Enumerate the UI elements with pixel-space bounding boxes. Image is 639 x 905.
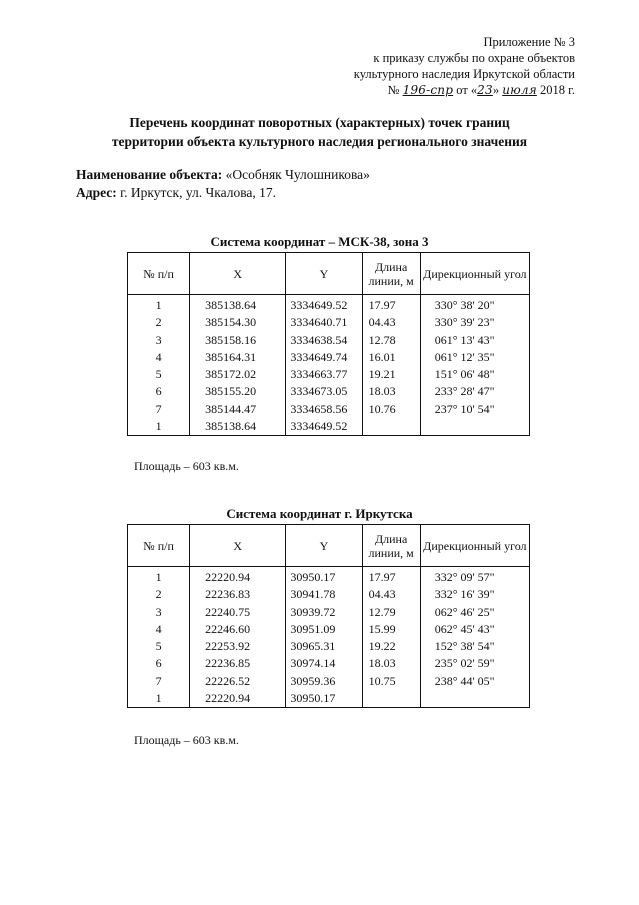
table-cell: 061° 13' 43": [434, 332, 495, 347]
header-y: Y: [286, 525, 362, 567]
table-cell: 3334638.54: [290, 332, 348, 347]
y-values-column: [286, 567, 362, 708]
table-cell: 22220.94: [205, 570, 251, 584]
order-year: 2018 г.: [540, 83, 575, 97]
table-cell: 22236.85: [205, 656, 251, 671]
table-cell: 12.79: [368, 604, 396, 619]
appendix-header: [215, 34, 575, 98]
table-cell: 1: [155, 419, 162, 434]
table-cell: 385155.20: [205, 384, 257, 399]
table1-caption: Система координат – МСК-38, зона 3: [210, 234, 429, 249]
table-cell: 2: [155, 315, 162, 330]
lengths-column: [362, 567, 420, 708]
table2-area: Площадь – 603 кв.м.: [134, 733, 239, 747]
header-angle: Дирекционный угол: [420, 253, 529, 295]
order-month: июля: [502, 83, 537, 97]
x-values-column: [190, 567, 286, 708]
title-line2: территории объекта культурного наследия регионального значения: [111, 134, 528, 149]
table-cell: 385172.02: [205, 367, 257, 382]
table-cell: 30950.17: [290, 691, 336, 706]
table-cell: 16.01: [368, 349, 396, 364]
table-cell: 4: [155, 349, 162, 364]
table-cell: 19.22: [368, 639, 396, 654]
table-cell: 22246.60: [205, 621, 251, 636]
table-cell: 330° 38' 20": [434, 298, 495, 312]
table-cell: 22236.83: [205, 587, 251, 602]
table-cell: 237° 10' 54": [434, 401, 495, 416]
table-body-row: [128, 295, 530, 436]
table-cell: 235° 02' 59": [434, 656, 495, 671]
table-cell: 5: [155, 639, 162, 654]
table-cell: 04.43: [368, 315, 396, 330]
coordinates-table-msk38: [127, 252, 530, 436]
header-x: X: [190, 525, 286, 567]
table-cell: 062° 45' 43": [434, 621, 495, 636]
angles-column: [420, 567, 529, 708]
coordinates-table-irkutsk: [127, 524, 530, 708]
table-cell: 1: [155, 570, 162, 584]
table-cell: 062° 46' 25": [434, 604, 495, 619]
table-cell: 385164.31: [205, 349, 257, 364]
table-cell: 17.97: [368, 570, 396, 584]
header-angle: Дирекционный угол: [420, 525, 529, 567]
object-address-label: Адрес:: [76, 185, 117, 200]
table-cell: 2: [155, 587, 162, 602]
table-cell: 30939.72: [290, 604, 336, 619]
angles-column: [420, 295, 529, 436]
table-cell: 3334658.56: [290, 401, 348, 416]
table-cell: 30950.17: [290, 570, 336, 584]
table-cell: 330° 39' 23": [434, 315, 495, 330]
header-y: Y: [286, 253, 362, 295]
table-cell: 30941.78: [290, 587, 336, 602]
table-cell: 332° 09' 57": [434, 570, 495, 584]
table-cell: 7: [155, 401, 162, 416]
table-cell: 19.21: [368, 367, 396, 382]
order-no-prefix: №: [387, 83, 400, 97]
table-cell: 3334640.71: [290, 315, 348, 330]
table-cell: 6: [155, 656, 162, 671]
table-cell: 385158.16: [205, 332, 257, 347]
table-header-row: [128, 525, 530, 567]
table-cell: 18.03: [368, 656, 396, 671]
table-cell: 3334649.52: [290, 419, 348, 434]
table-cell: 10.76: [368, 401, 396, 416]
table-cell: 151° 06' 48": [434, 367, 495, 382]
table-cell: 5: [155, 367, 162, 382]
table-cell: 15.99: [368, 621, 396, 636]
table-cell: 3: [155, 332, 162, 347]
table-cell: 18.03: [368, 384, 396, 399]
order-date-from: от «: [456, 83, 478, 97]
table-cell: 4: [155, 621, 162, 636]
object-name-value: «Особняк Чулошникова»: [225, 167, 370, 182]
table-cell: 04.43: [368, 587, 396, 602]
point-numbers-column: [128, 567, 190, 708]
x-values-column: [190, 295, 286, 436]
table-cell: 17.97: [368, 298, 396, 312]
table-cell: 30951.09: [290, 621, 336, 636]
header-length: Длина линии, м: [362, 525, 420, 567]
appendix-order-line2: культурного наследия Иркутской области: [353, 67, 575, 81]
object-name-row: [76, 166, 370, 184]
header-length: Длина линии, м: [362, 253, 420, 295]
order-date-mid: »: [492, 83, 500, 97]
table-cell: 22253.92: [205, 639, 251, 654]
table-body-row: [128, 567, 530, 708]
y-values-column: [286, 295, 362, 436]
table-cell: 30965.31: [290, 639, 336, 654]
table-cell: 1: [155, 691, 162, 706]
table-cell: 238° 44' 05": [434, 673, 495, 688]
table-cell: 22220.94: [205, 691, 251, 706]
table-cell: 3: [155, 604, 162, 619]
table-cell: 385144.47: [205, 401, 257, 416]
header-x: X: [190, 253, 286, 295]
object-name-label: Наименование объекта:: [76, 167, 223, 182]
appendix-order-ref: [215, 82, 575, 98]
table-cell: 3334649.74: [290, 349, 348, 364]
table-header-row: [128, 253, 530, 295]
table-cell: 1: [155, 298, 162, 312]
header-point-no: № п/п: [128, 525, 190, 567]
table-cell: 22240.75: [205, 604, 251, 619]
table-cell: 6: [155, 384, 162, 399]
order-day: 23: [477, 83, 493, 97]
table-cell: 30959.36: [290, 673, 336, 688]
object-info: [76, 166, 370, 202]
table1-area: Площадь – 603 кв.м.: [134, 459, 239, 473]
table-cell: 233° 28' 47": [434, 384, 495, 399]
table-cell: 152° 38' 54": [434, 639, 495, 654]
order-number: 196-спр: [402, 83, 454, 97]
table2-caption: Система координат г. Иркутска: [226, 506, 413, 521]
table-cell: 7: [155, 673, 162, 688]
lengths-column: [362, 295, 420, 436]
table-cell: 385154.30: [205, 315, 257, 330]
title-line1: Перечень координат поворотных (характерных) точек границ: [129, 115, 510, 130]
table-cell: 385138.64: [205, 419, 257, 434]
table-cell: 385138.64: [205, 298, 257, 312]
table-cell: 061° 12' 35": [434, 349, 495, 364]
point-numbers-column: [128, 295, 190, 436]
table-cell: 332° 16' 39": [434, 587, 495, 602]
table-cell: 3334649.52: [290, 298, 348, 312]
table-cell: 22226.52: [205, 673, 251, 688]
table-cell: 3334663.77: [290, 367, 348, 382]
table-cell: 30974.14: [290, 656, 336, 671]
header-point-no: № п/п: [128, 253, 190, 295]
table-cell: 3334673.05: [290, 384, 348, 399]
table-cell: 10.75: [368, 673, 396, 688]
document-title: [40, 113, 599, 151]
object-address-row: [76, 184, 370, 202]
appendix-order-line1: к приказу службы по охране объектов: [373, 51, 575, 65]
appendix-number: Приложение № 3: [483, 35, 575, 49]
object-address-value: г. Иркутск, ул. Чкалова, 17.: [120, 185, 277, 200]
table-cell: 12.78: [368, 332, 396, 347]
